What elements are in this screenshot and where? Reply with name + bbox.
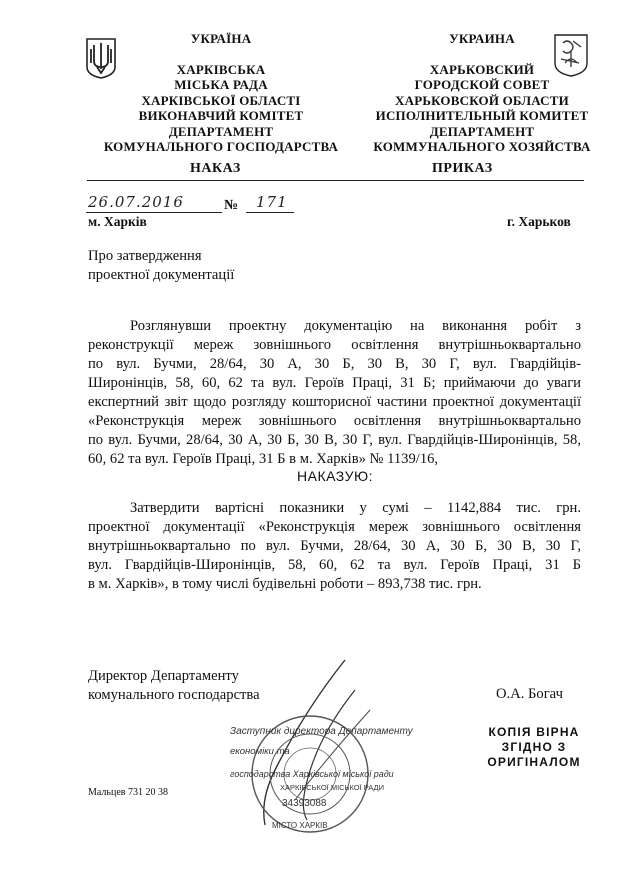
copy-stamp-line: ЗГІДНО З [501, 740, 567, 754]
subject-line: проектної документації [88, 267, 235, 283]
order-number: 171 [256, 193, 288, 211]
copy-stamp-line: ОРИГІНАЛОМ [487, 755, 581, 769]
signature-position [88, 667, 260, 705]
country-ru: УКРАИНА [449, 31, 515, 46]
date-underline [86, 212, 222, 213]
header-left-line: ХАРКІВСЬКОЇ ОБЛАСТІ [141, 92, 301, 108]
city-ru: г. Харьков [507, 214, 571, 229]
preamble [88, 317, 581, 469]
seal-text-line: МІСТО ХАРКІВ [272, 821, 328, 830]
header-right-line: ДЕПАРТАМЕНТ [429, 123, 535, 139]
header-right-line: КОММУНАЛЬНОГО ХОЗЯЙСТВА [373, 139, 591, 154]
executor-info: Мальцев 731 20 38 [88, 787, 168, 798]
order-body-line: проектної документації «Реконструкція мереж зовнішнього освітлення [88, 519, 581, 535]
order-body-line: в м. Харків», в тому числі будівельні роботи – 893,738 тис. грн. [88, 576, 482, 592]
order-body-line: внутрішньоквартально по вул. Бучми, 28/64, 30 А, 30 Б, 30 В, 30 Г, [88, 538, 581, 554]
header-left-line: ХАРКІВСЬКА [176, 61, 266, 77]
header-left-line: МІСЬКА РАДА [174, 77, 268, 92]
header-left-line: КОМУНАЛЬНОГО ГОСПОДАРСТВА [103, 139, 339, 154]
number-underline [246, 212, 294, 213]
country-ua: УКРАЇНА [190, 31, 252, 46]
header-right-line: ГОРОДСКОЙ СОВЕТ [414, 77, 550, 92]
position-line: комунального господарства [88, 687, 260, 703]
header-right-line: ИСПОЛНИТЕЛЬНЫЙ КОМИТЕТ [375, 108, 589, 123]
title-ua: НАКАЗ [190, 161, 241, 176]
preamble-line: 60, 62 та вул. Героїв Праці, 31 Б в м. Харків» № 1139/16, [88, 451, 439, 467]
preamble-line: реконструкції мереж зовнішнього освітлення внутрішньоквартально [88, 337, 581, 353]
header-left [96, 31, 346, 155]
preamble-line: експертний звіт щодо розгляду кошторисної частини проектної документації [88, 394, 581, 410]
order-body-line: вул. Гвардійців-Широнінців, 58, 60, 62 та вул. Героїв Праці, 31 Б [88, 557, 581, 573]
order-body [88, 499, 581, 594]
order-word: НАКАЗУЮ: [297, 468, 374, 484]
order-date: 26.07.2016 [88, 193, 184, 211]
subject-line: Про затвердження [88, 248, 202, 264]
signatory-name: О.А. Богач [496, 686, 563, 702]
seal-inscriptions [230, 726, 440, 832]
order-body-line: Затвердити вартісні показники у сумі – 1142,884 тис. грн. [130, 500, 581, 516]
header-left-line: ВИКОНАВЧИЙ КОМІТЕТ [138, 108, 304, 123]
preamble-line: по вул. Бучми, 28/64, 30 А, 30 Б, 30 В, 30 Г, вул. Гвардійців- [88, 356, 581, 372]
preamble-line: «Реконструкція мереж зовнішнього освітлення внутрішньоквартально [88, 413, 581, 429]
seal-text-line: економіки та [230, 746, 290, 757]
seal-text-line: господарства Харківської міської ради [230, 769, 394, 779]
copy-stamp [484, 725, 584, 770]
header-left-line: ДЕПАРТАМЕНТ [168, 123, 274, 139]
header-right [352, 31, 612, 155]
position-line: Директор Департаменту [88, 668, 239, 684]
copy-stamp-line: КОПІЯ ВІРНА [488, 725, 580, 739]
preamble-line: по вул. Бучми, 28/64, 30 А, 30 Б, 30 В, 30 Г, вул. Гвардійців-Широнінців, 58, [88, 432, 581, 448]
title-ru: ПРИКАЗ [432, 161, 493, 176]
preamble-line: Широнінців, 58, 60, 62 та вул. Героїв Праці, 31 Б; приймаючи до уваги [88, 375, 581, 391]
seal-text-line: ХАРКІВСЬКОЇ МІСЬКОЇ РАДИ [280, 783, 385, 792]
seal-text-line: Заступник директора Департаменту [230, 726, 413, 737]
number-sign: № [224, 198, 239, 213]
preamble-line: Розглянувши проектну документацію на виконання робіт з [130, 318, 581, 334]
seal-text-line: 34393088 [282, 798, 327, 809]
subject [88, 247, 234, 285]
header-right-line: ХАРЬКОВСКОЙ ОБЛАСТИ [395, 92, 569, 108]
header-divider [87, 180, 584, 181]
header-right-line: ХАРЬКОВСКИЙ [429, 61, 535, 77]
city-ua: м. Харків [88, 214, 147, 229]
